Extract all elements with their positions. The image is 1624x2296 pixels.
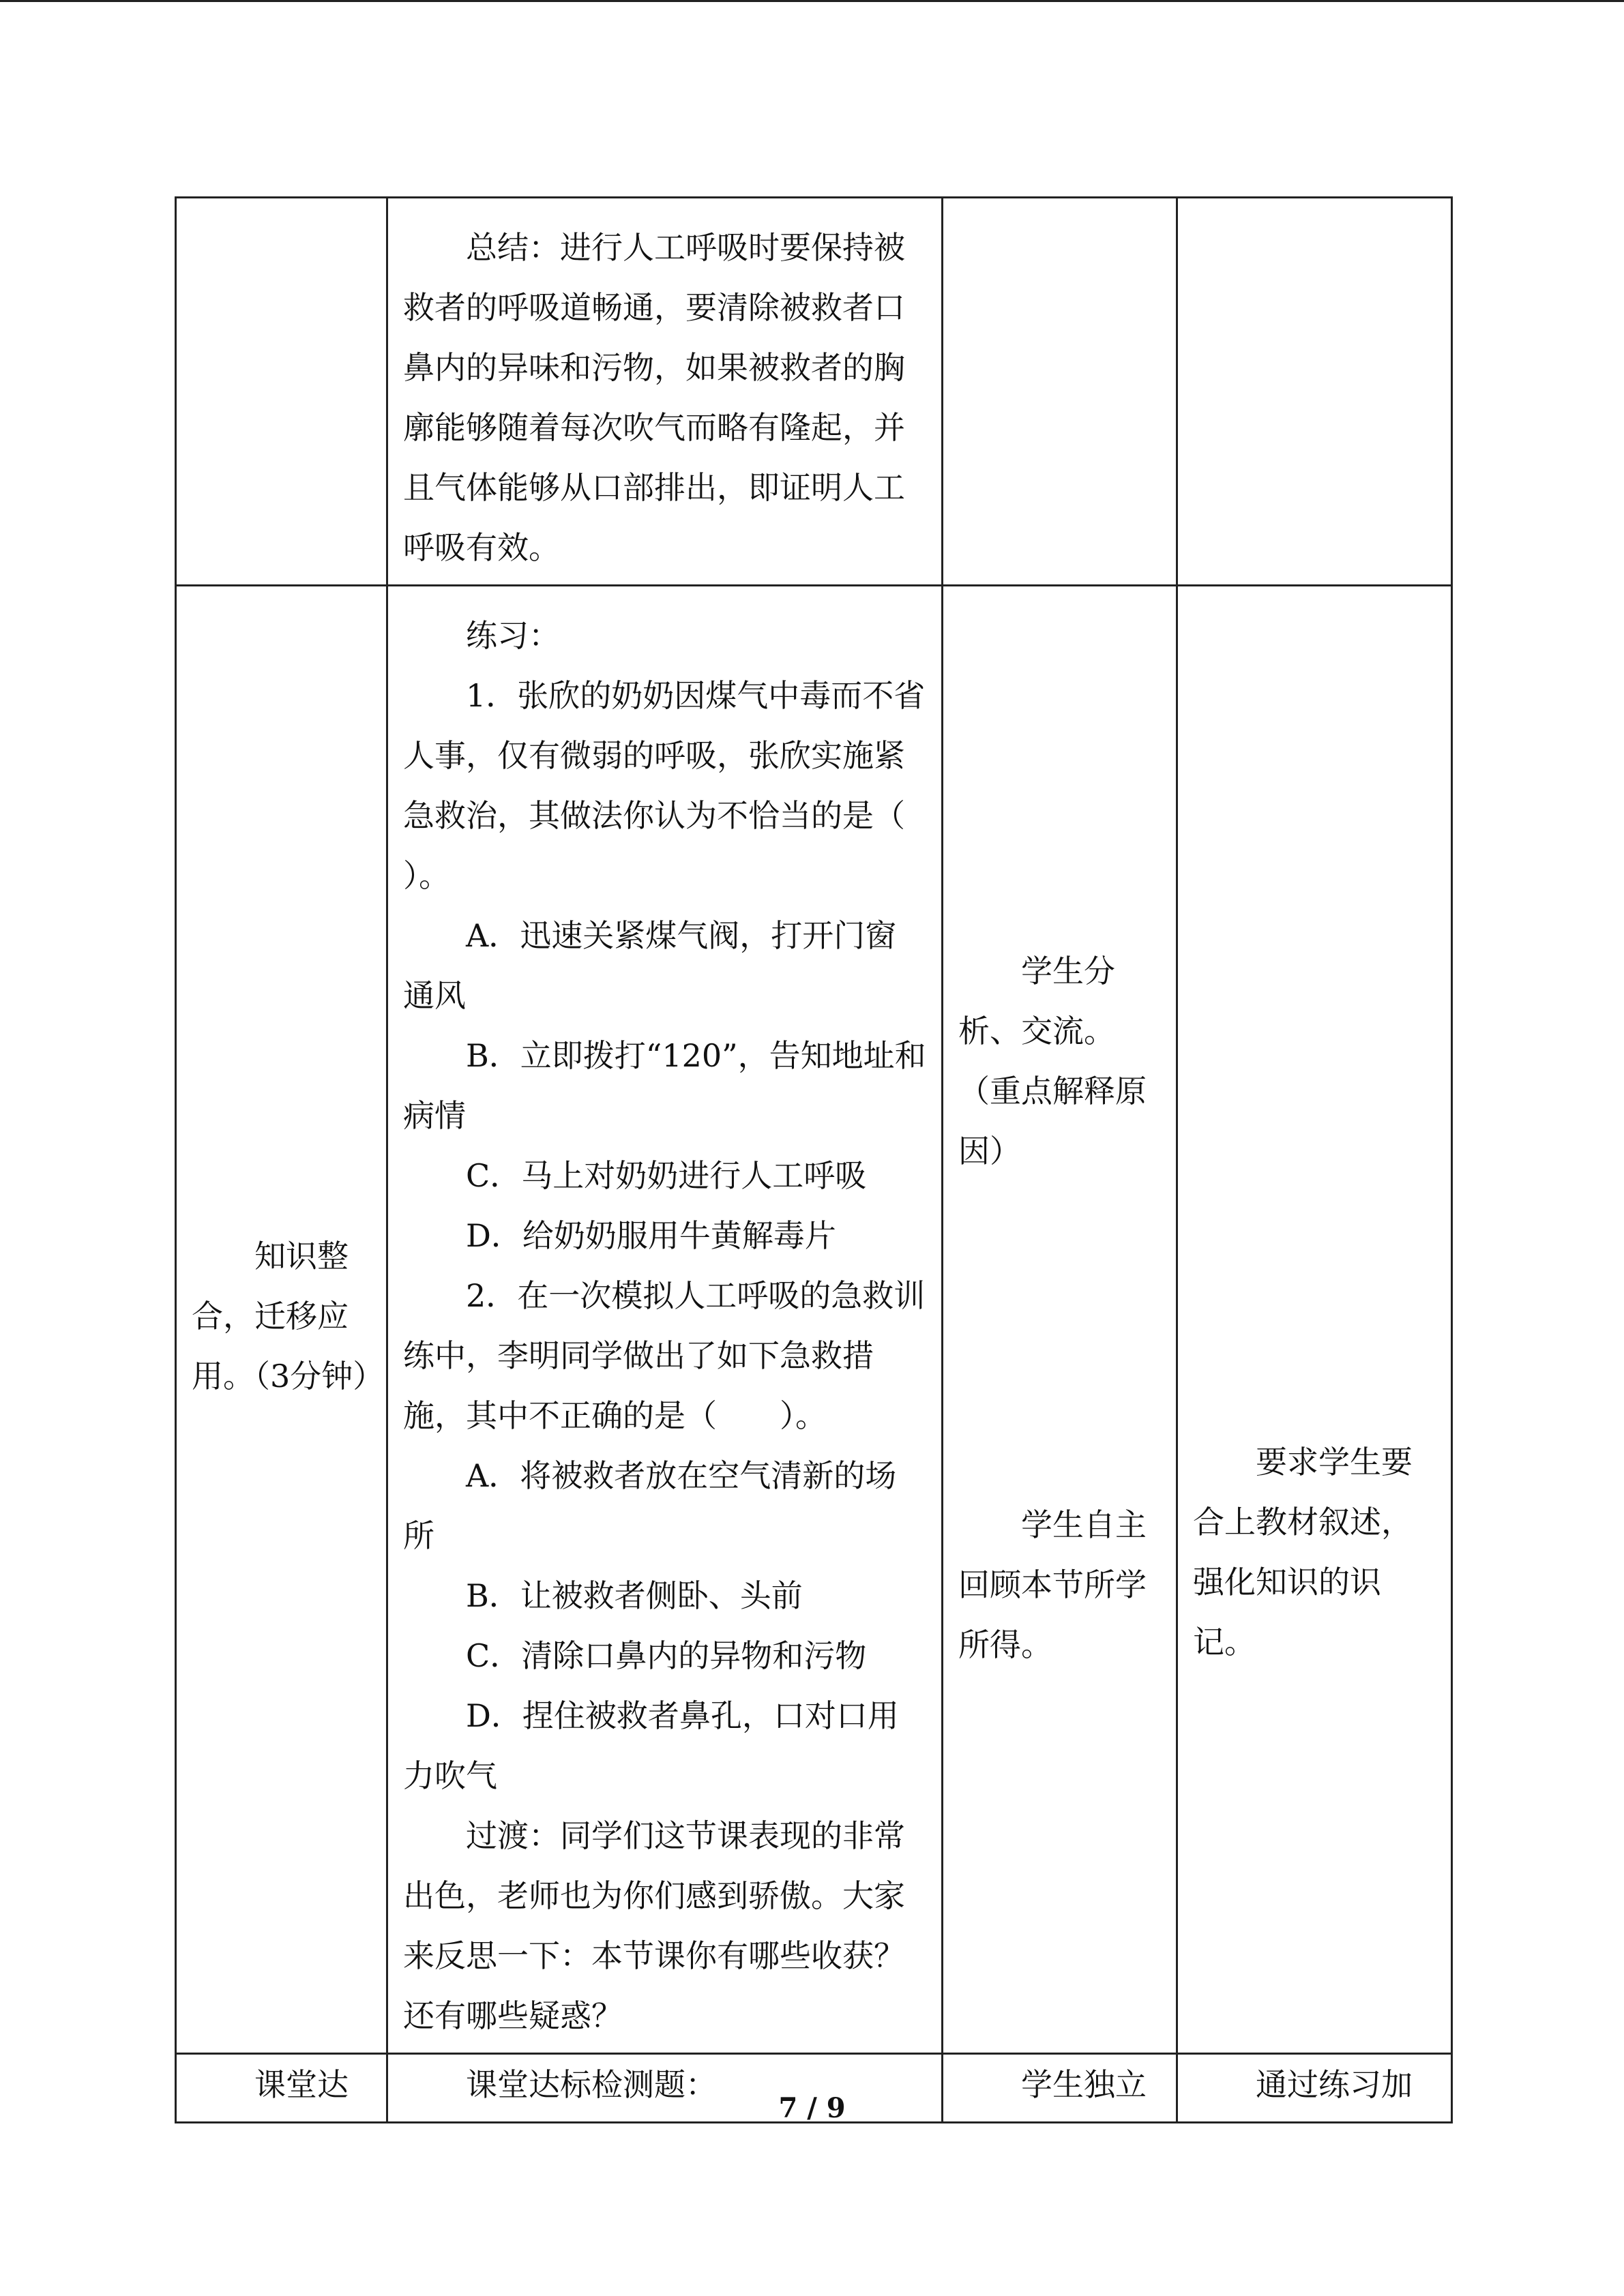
assessment-title: 课堂达标检测题： xyxy=(466,2066,717,2103)
cell-design-intent xyxy=(1177,586,1452,2054)
practice-intro: 练习： xyxy=(466,617,560,654)
stage-label: 知识整合，迁移应用。（3分钟） xyxy=(192,1238,385,1395)
question-1-option-d: D．给奶奶服用牛黄解毒片 xyxy=(466,1217,836,1254)
student-activity-independent: 学生独立 xyxy=(1021,2066,1147,2103)
cell-design-intent xyxy=(1177,198,1452,586)
question-1-option-a: A．迅速关紧煤气阀，打开门窗通风 xyxy=(403,917,897,1014)
summary-text: 总结：进行人工呼吸时要保持被救者的呼吸道畅通，要清除被救者口鼻内的异味和污物，如果被救者的胸廓能够随着每次吹气而略有隆起，并且气体能够从口部排出，即证明人工呼吸有效。 xyxy=(403,229,905,566)
transition-text: 过渡：同学们这节课表现的非常出色，老师也为你们感到骄傲。大家来反思一下：本节课你有哪些收获？还有哪些疑惑？ xyxy=(403,1817,905,2034)
top-border-line xyxy=(0,0,1624,2)
question-1-option-b: B．立即拨打“120”，告知地址和病情 xyxy=(403,1037,926,1134)
cell-stage xyxy=(176,198,387,586)
question-2: 2．在一次模拟人工呼吸的急救训练中，李明同学做出了如下急救措施，其中不正确的是（ ）。 xyxy=(403,1277,926,1434)
cell-teacher-activity xyxy=(387,198,943,586)
question-2-option-d: D．捏住被救者鼻孔，口对口用力吹气 xyxy=(403,1697,899,1794)
question-2-option-a: A．将被救者放在空气清新的场所 xyxy=(403,1457,897,1554)
lesson-plan-table xyxy=(175,196,1453,2123)
design-intent-practice: 通过练习加 xyxy=(1256,2066,1413,2103)
cell-student-activity xyxy=(943,198,1177,586)
question-2-option-b: B．让被救者侧卧、头前 xyxy=(466,1577,803,1614)
cell-student-activity xyxy=(943,586,1177,2054)
cell-stage xyxy=(176,586,387,2054)
page-number: 7 / 9 xyxy=(778,2092,846,2124)
question-1: 1．张欣的奶奶因煤气中毒而不省人事，仅有微弱的呼吸，张欣实施紧急救治，其做法你认为不恰当的是（ ）。 xyxy=(403,677,968,894)
design-intent-text: 要求学生要合上教材叙述，强化知识的识记。 xyxy=(1193,1444,1413,1660)
question-2-option-c: C．清除口鼻内的异物和污物 xyxy=(466,1637,867,1674)
student-activity-review: 学生自主回顾本节所学所得。 xyxy=(958,1506,1147,1663)
table-row-practice xyxy=(176,586,1452,2054)
student-activity-discuss: 学生分析、交流。（重点解释原因） xyxy=(958,953,1147,1169)
stage-label-assessment: 课堂达 xyxy=(254,2066,349,2103)
cell-teacher-activity xyxy=(387,586,968,2054)
student-activity-stack xyxy=(958,941,1161,1675)
table-row-summary xyxy=(176,198,1452,586)
question-1-option-c: C．马上对奶奶进行人工呼吸 xyxy=(466,1157,867,1194)
